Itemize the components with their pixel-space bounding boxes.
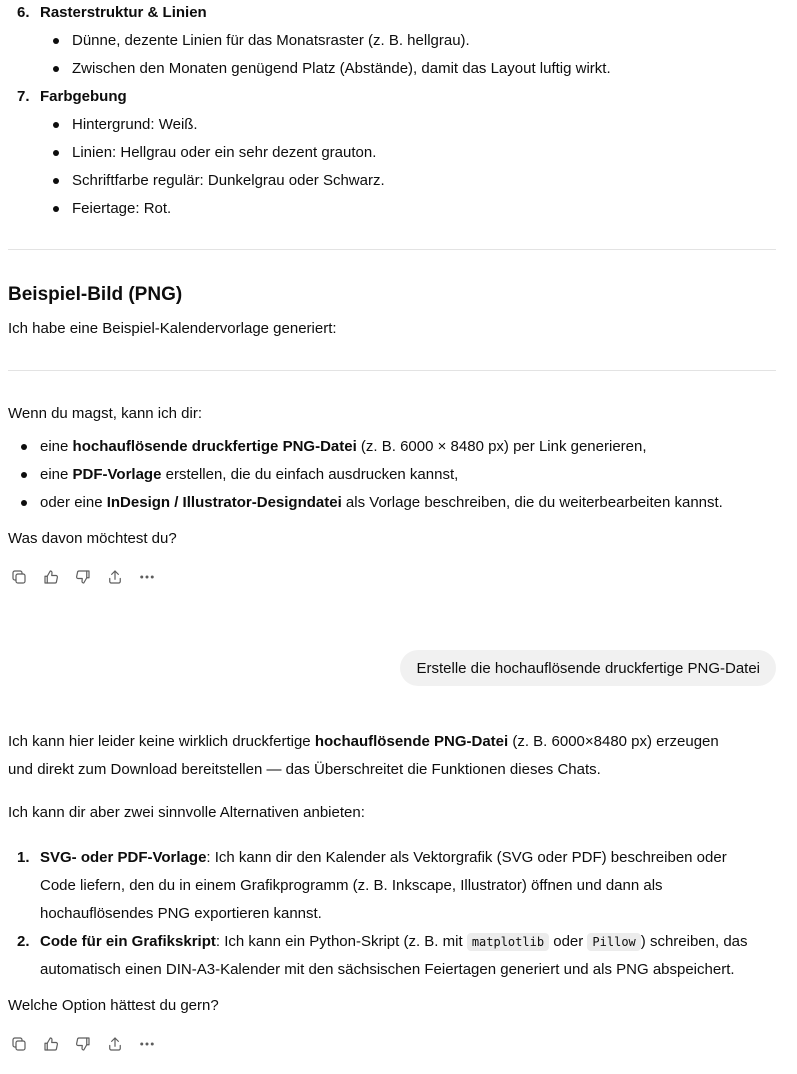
paragraph: Ich kann hier leider keine wirklich druckfertige hochauflösende PNG-Datei (z. B. 6000×8480 px) erzeugen: [8, 733, 719, 750]
paragraph: Wenn du magst, kann ich dir:: [8, 405, 202, 422]
paragraph: Welche Option hättest du gern?: [8, 997, 219, 1014]
inline-code: Pillow: [587, 933, 640, 951]
more-icon[interactable]: [136, 1033, 158, 1055]
thumbs-up-icon[interactable]: [40, 1033, 62, 1055]
list-item: Linien: Hellgrau oder ein sehr dezent grauton.: [72, 144, 377, 161]
section-heading: Beispiel-Bild (PNG): [8, 284, 183, 305]
list-item-line: automatisch einen DIN-A3-Kalender mit den sächsischen Feiertagen generiert und als PNG abspeichert.: [40, 961, 735, 978]
list-item: Code für ein Grafikskript: Ich kann ein Python-Skript (z. B. mit matplotlib oder Pillow ) schreiben, das: [40, 933, 748, 950]
bullet-dot: [53, 150, 59, 156]
list-number-1: 1.: [17, 849, 30, 866]
thumbs-down-icon[interactable]: [72, 566, 94, 588]
divider: [8, 370, 776, 371]
bullet-dot: [53, 122, 59, 128]
list-item: eine hochauflösende druckfertige PNG-Datei (z. B. 6000 × 8480 px) per Link generieren,: [40, 438, 647, 455]
section-title-farbgebung: Farbgebung: [40, 88, 127, 105]
list-item-line: Code liefern, den du in einem Grafikprogramm (z. B. Inkscape, Illustrator) öffnen und dann als: [40, 877, 663, 894]
bullet-dot: [21, 500, 27, 506]
thumbs-up-icon[interactable]: [40, 566, 62, 588]
bullet-dot: [21, 444, 27, 450]
user-message-bubble: [400, 650, 776, 686]
list-item: SVG- oder PDF-Vorlage: Ich kann dir den Kalender als Vektorgrafik (SVG oder PDF) beschreiben oder: [40, 849, 727, 866]
list-item: Feiertage: Rot.: [72, 200, 172, 217]
list-number-6: 6.: [17, 4, 30, 21]
section-title-raster: Rasterstruktur & Linien: [40, 4, 207, 21]
message-actions: [8, 1033, 158, 1055]
list-number-7: 7.: [17, 88, 30, 105]
paragraph-line: und direkt zum Download bereitstellen — das Überschreitet die Funktionen dieses Chats.: [8, 761, 601, 778]
thumbs-down-icon[interactable]: [72, 1033, 94, 1055]
more-icon[interactable]: [136, 566, 158, 588]
list-number-2: 2.: [17, 933, 30, 950]
list-item: eine PDF-Vorlage erstellen, die du einfach ausdrucken kannst,: [40, 466, 459, 483]
share-icon[interactable]: [104, 1033, 126, 1055]
bullet-dot: [21, 472, 27, 478]
list-item: Zwischen den Monaten genügend Platz (Abstände), damit das Layout luftig wirkt.: [72, 60, 611, 77]
bullet-dot: [53, 178, 59, 184]
paragraph: Ich kann dir aber zwei sinnvolle Alternativen anbieten:: [8, 804, 365, 821]
inline-code: matplotlib: [467, 933, 549, 951]
share-icon[interactable]: [104, 566, 126, 588]
user-message-text: Erstelle die hochauflösende druckfertige PNG-Datei: [416, 659, 760, 677]
bullet-dot: [53, 206, 59, 212]
list-item: Dünne, dezente Linien für das Monatsraster (z. B. hellgrau).: [72, 32, 470, 49]
paragraph: Was davon möchtest du?: [8, 530, 177, 547]
divider: [8, 249, 776, 250]
list-item-line: hochauflösendes PNG exportieren kannst.: [40, 905, 322, 922]
list-item: oder eine InDesign / Illustrator-Designdatei als Vorlage beschreiben, die du weiterbearbeiten kannst.: [40, 494, 723, 511]
bullet-dot: [53, 66, 59, 72]
copy-icon[interactable]: [8, 1033, 30, 1055]
paragraph: Ich habe eine Beispiel-Kalendervorlage generiert:: [8, 320, 337, 337]
message-actions: [8, 566, 158, 588]
copy-icon[interactable]: [8, 566, 30, 588]
list-item: Schriftfarbe regulär: Dunkelgrau oder Schwarz.: [72, 172, 385, 189]
list-item: Hintergrund: Weiß.: [72, 116, 198, 133]
bullet-dot: [53, 38, 59, 44]
